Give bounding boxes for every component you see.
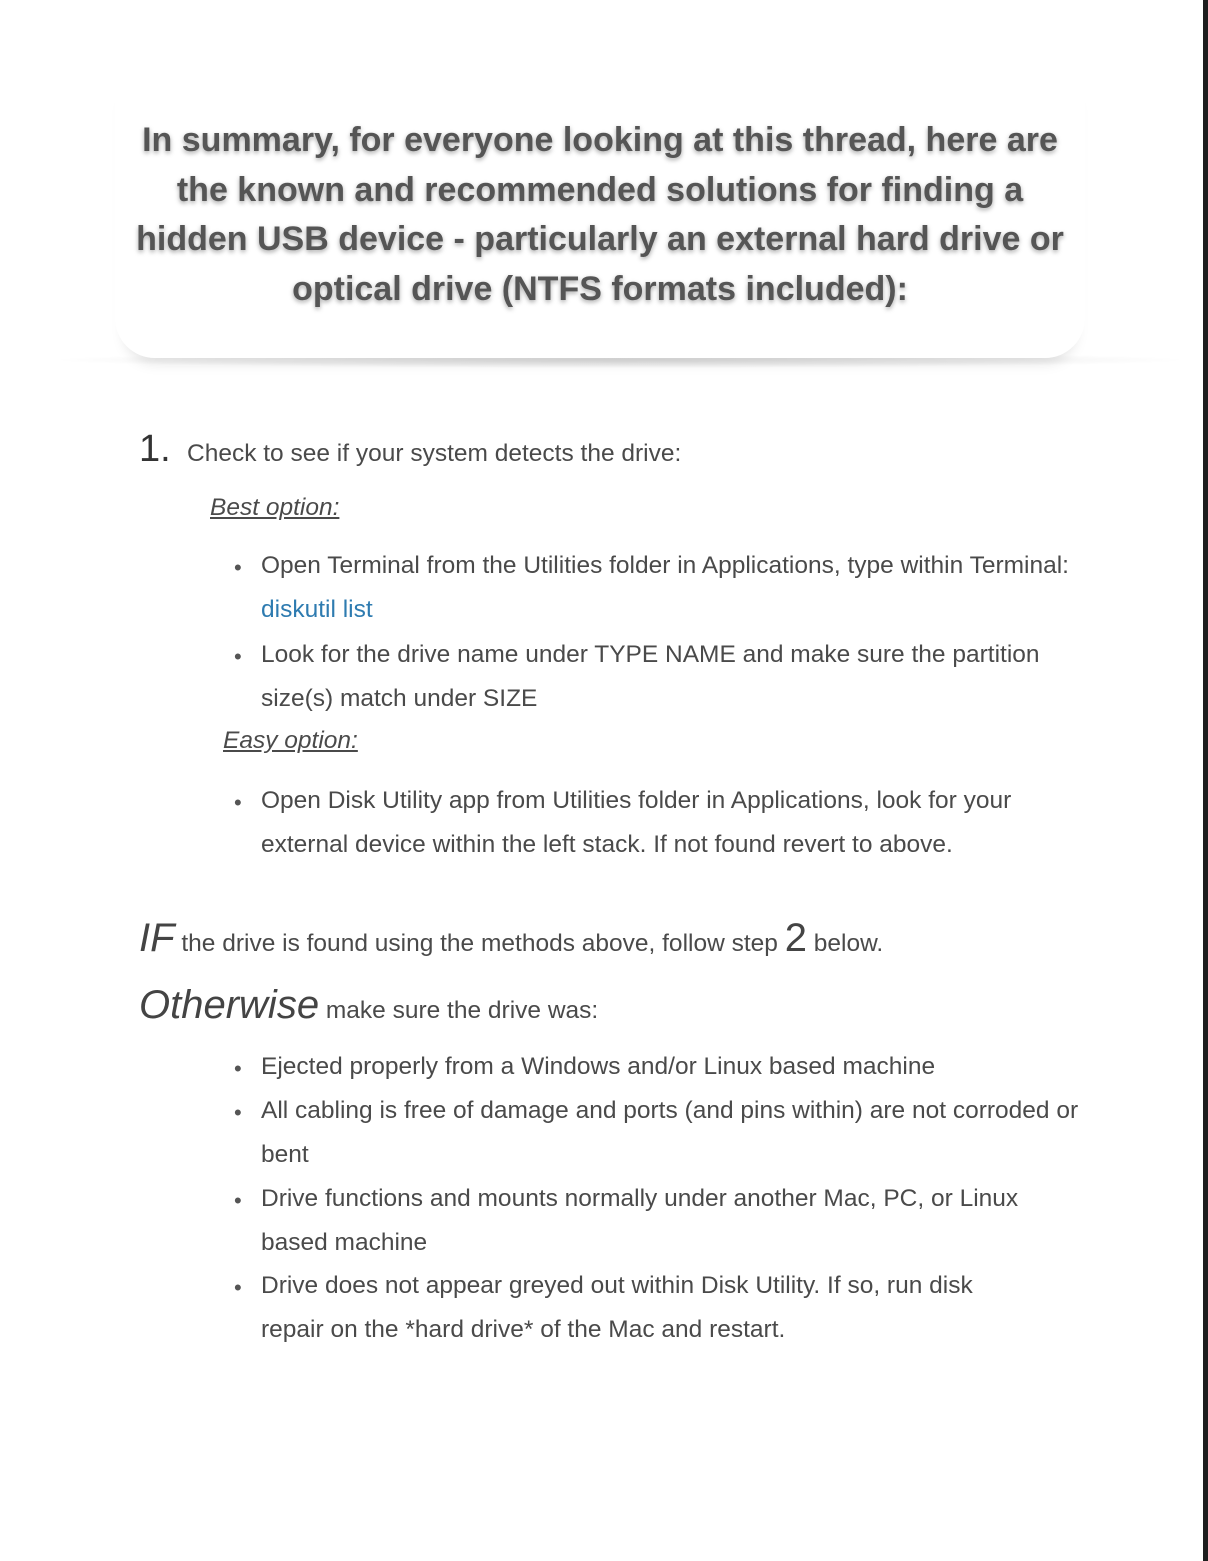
bullet-text: Open Terminal from the Utilities folder in Applications, type within Terminal: bbox=[261, 552, 1069, 579]
if-tail: below. bbox=[806, 930, 884, 957]
if-lead: IF bbox=[139, 916, 175, 960]
bullet-marker: • bbox=[234, 1056, 242, 1081]
if-middle: the drive is found using the methods above, follow step bbox=[174, 930, 785, 957]
otherwise-line bbox=[139, 983, 598, 1028]
otherwise-lead: Otherwise bbox=[139, 983, 320, 1027]
if-found-line bbox=[139, 916, 883, 961]
window-edge bbox=[1203, 0, 1208, 1561]
best-option-label: Best option: bbox=[210, 494, 340, 521]
step-label: Check to see if your system detects the drive: bbox=[187, 440, 682, 467]
step-number: 1. bbox=[139, 428, 171, 470]
bullet-marker: • bbox=[234, 644, 242, 669]
check-item-cabling: All cabling is free of damage and ports (and pins within) are not corroded or bent bbox=[261, 1097, 1079, 1168]
check-item-ejected: Ejected properly from a Windows and/or Linux based machine bbox=[261, 1053, 936, 1080]
diskutil-command: diskutil list bbox=[261, 595, 373, 623]
otherwise-tail: make sure the drive was: bbox=[319, 997, 599, 1024]
check-item-mounts: Drive functions and mounts normally under another Mac, PC, or Linux based machine bbox=[261, 1185, 1019, 1256]
check-item-greyed-out: Drive does not appear greyed out within Disk Utility. If so, run disk repair on the *hard drive* of the Mac and restart. bbox=[261, 1272, 973, 1343]
bullet-marker: • bbox=[234, 1100, 242, 1125]
step-two-number: 2 bbox=[784, 916, 807, 960]
best-option-bullet-type-name: Look for the drive name under TYPE NAME and make sure the partition size(s) match under SIZE bbox=[261, 641, 1040, 712]
bullet-marker: • bbox=[234, 1275, 242, 1300]
bullet-marker: • bbox=[234, 790, 242, 815]
easy-option-label: Easy option: bbox=[223, 727, 358, 754]
best-option-bullet-terminal bbox=[261, 544, 1081, 631]
page-title: In summary, for everyone looking at this thread, here are the known and recommended solutions for finding a hidden USB device - particularly an external hard drive or optical drive (NTFS formats included): bbox=[136, 121, 1064, 308]
bullet-marker: • bbox=[234, 1188, 242, 1213]
easy-option-bullet-disk-utility: Open Disk Utility app from Utilities folder in Applications, look for your external device within the left stack. If not found revert to above. bbox=[261, 787, 1012, 858]
bullet-marker: • bbox=[234, 555, 242, 580]
